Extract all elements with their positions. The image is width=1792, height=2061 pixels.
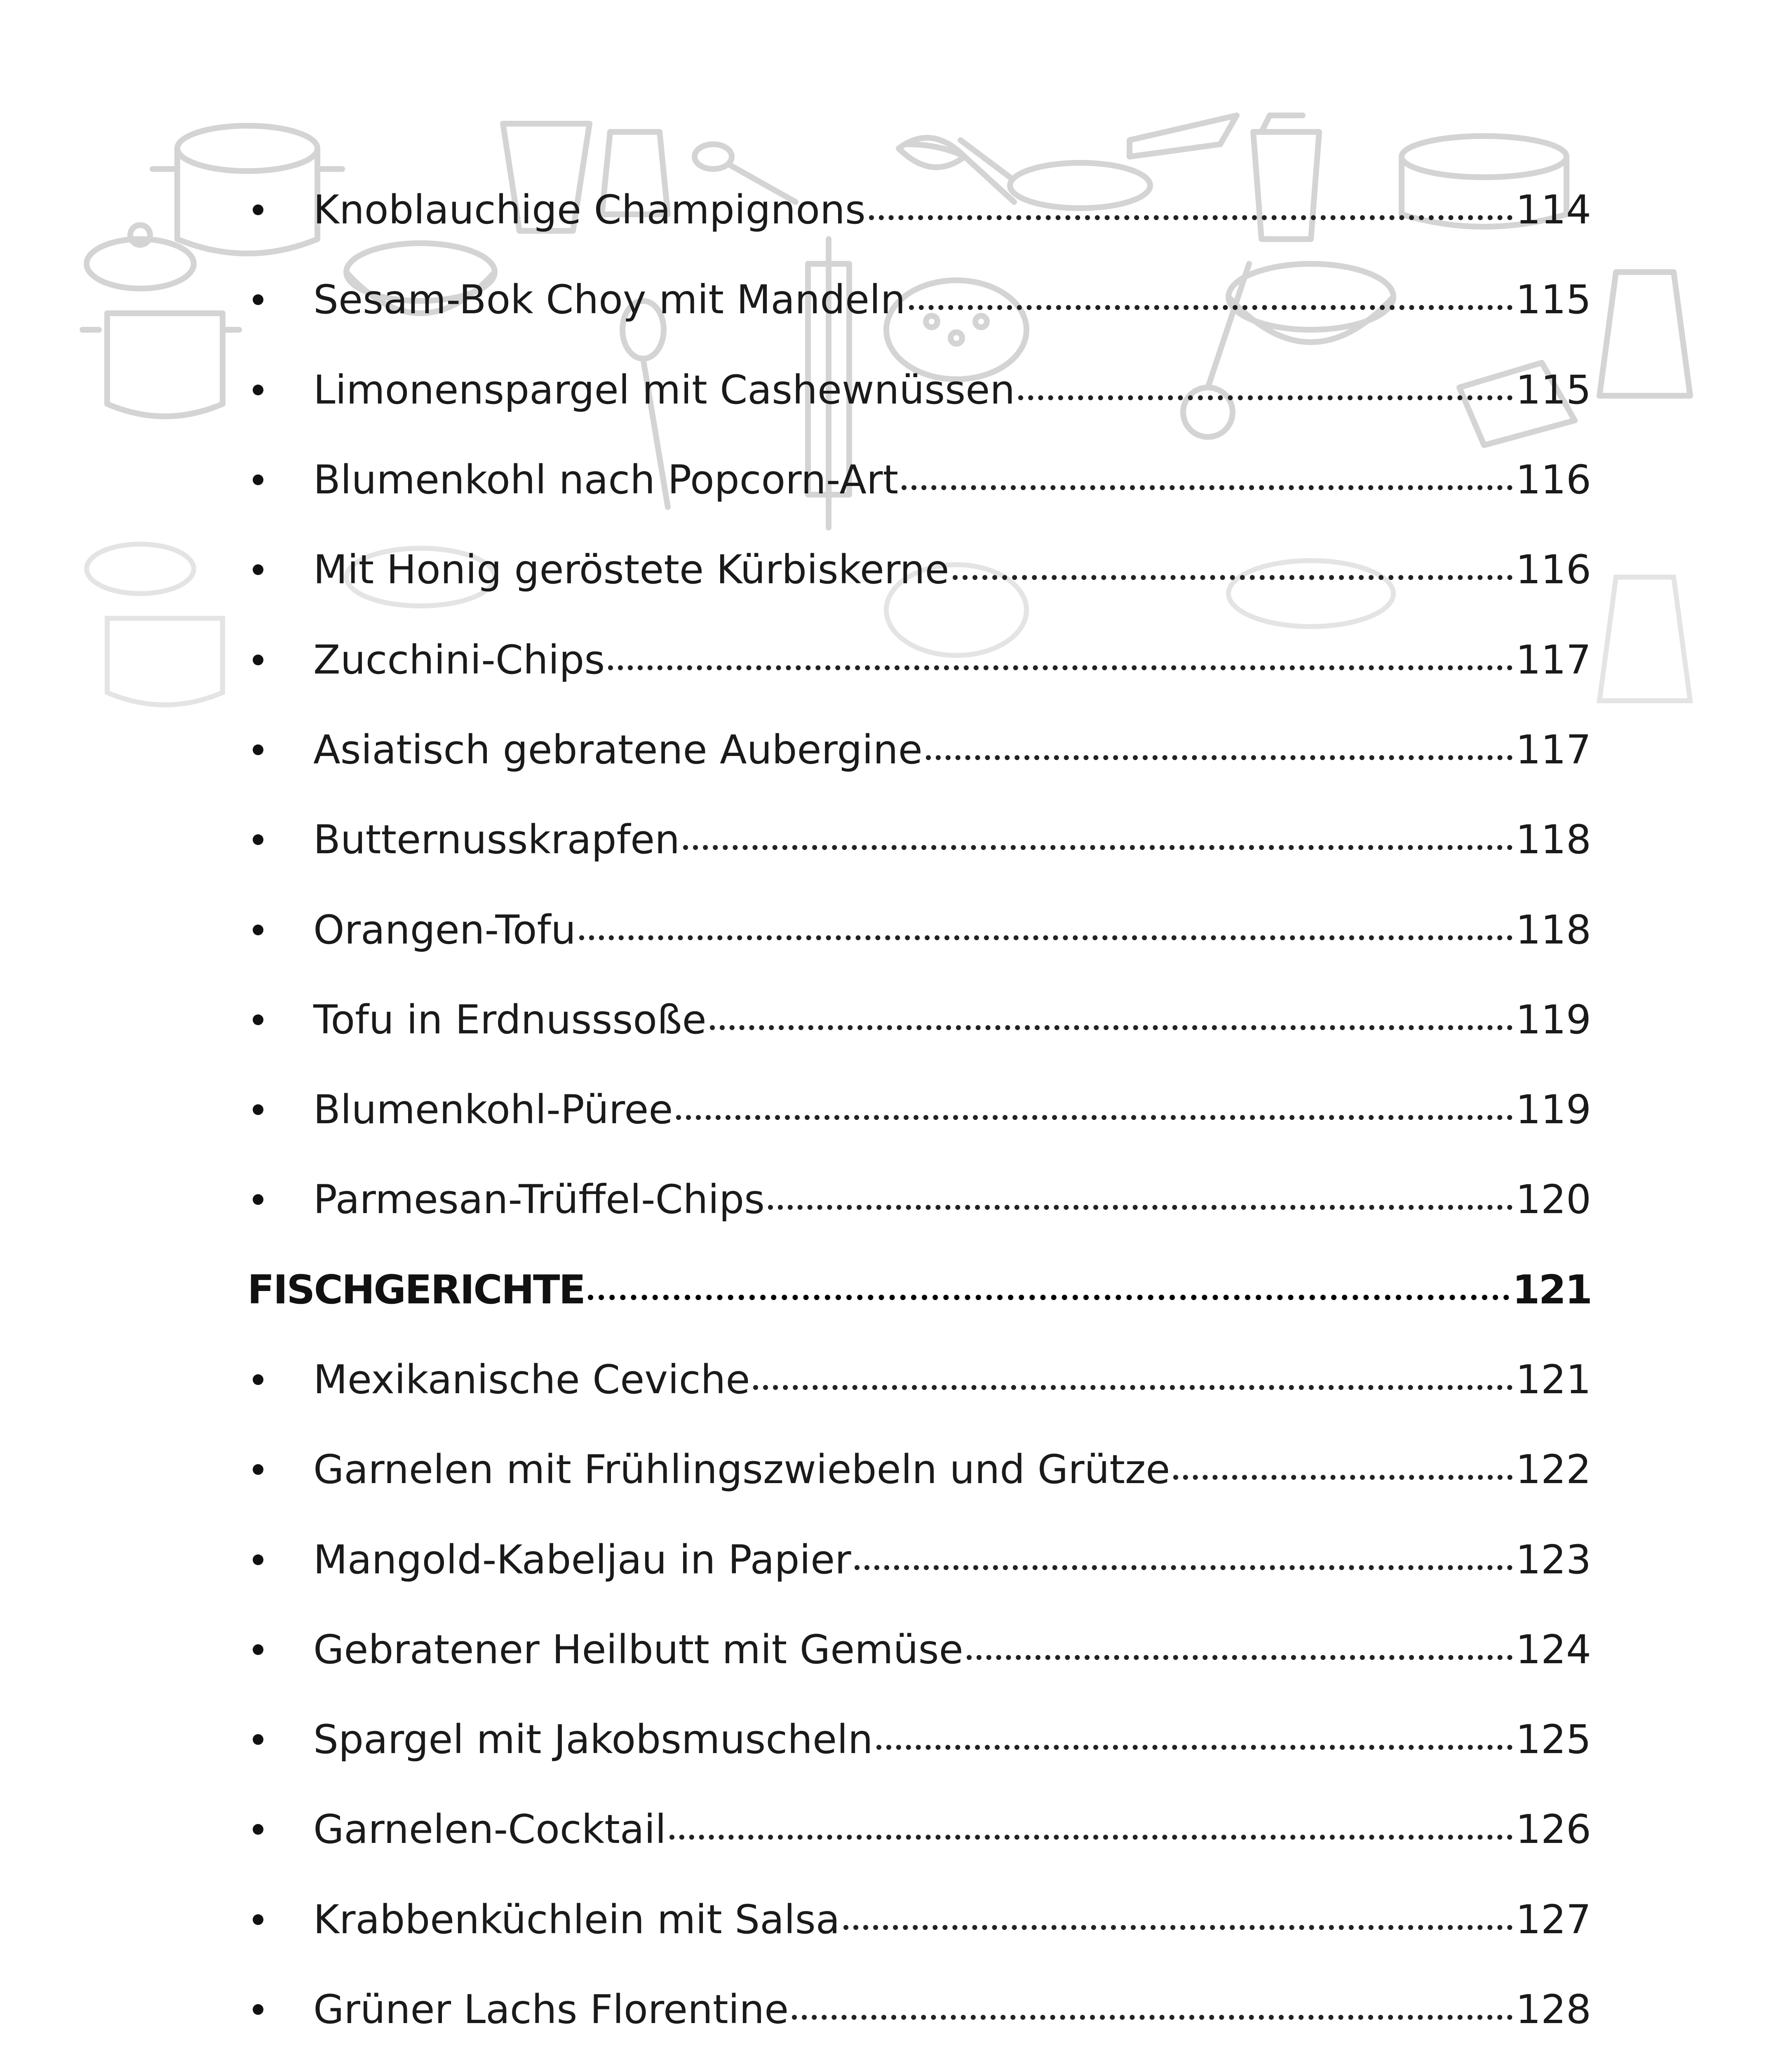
bullet-icon [253, 1014, 263, 1025]
toc-entry[interactable] [247, 255, 1591, 345]
toc-entry-line [313, 996, 1591, 1043]
small-pot-icon [82, 313, 239, 416]
toc-entry-title: Parmesan-Trüffel-Chips [313, 1176, 765, 1223]
toc-entry[interactable] [247, 1425, 1591, 1514]
toc-entry-line [313, 1626, 1591, 1673]
lid-icon [87, 225, 194, 289]
toc-entry-title: Mit Honig geröstete Kürbiskerne [313, 547, 949, 593]
bullet-icon [253, 744, 263, 755]
toc-page-number: 114 [1515, 187, 1591, 233]
toc-page-number: 120 [1515, 1176, 1591, 1223]
toc-entry[interactable] [247, 1605, 1591, 1695]
toc-page-number: 116 [1515, 457, 1591, 503]
dot-leader [869, 215, 1513, 220]
toc-page-number: 115 [1515, 277, 1591, 323]
toc-entry[interactable] [247, 1965, 1591, 2054]
toc-entry-title: Limonenspargel mit Cashewnüssen [313, 366, 1015, 413]
dot-leader [926, 755, 1513, 760]
toc-page-number: 118 [1515, 906, 1591, 953]
toc-entry[interactable] [247, 1514, 1591, 1604]
toc-entry-title: Knoblauchige Champignons [313, 187, 866, 233]
toc-page-number: 124 [1515, 1626, 1591, 1673]
table-of-contents [247, 165, 1591, 2061]
toc-entry[interactable] [247, 705, 1591, 795]
toc-entry[interactable] [247, 1065, 1591, 1155]
toc-page-number: 127 [1515, 1896, 1591, 1943]
toc-page-number: 119 [1515, 996, 1591, 1043]
toc-entry-line [313, 366, 1591, 413]
dot-leader [579, 935, 1513, 940]
toc-entry-line [313, 277, 1591, 323]
dot-leader [608, 665, 1512, 670]
dot-leader [953, 575, 1513, 580]
toc-entry[interactable] [247, 345, 1591, 435]
toc-entry[interactable] [247, 1695, 1591, 1784]
toc-page-number: 122 [1515, 1446, 1591, 1493]
toc-page-number: 126 [1515, 1806, 1591, 1853]
toc-entry-title: Blumenkohl nach Popcorn-Art [313, 457, 899, 503]
bullet-icon [253, 564, 263, 575]
toc-page-number: 121 [1515, 1357, 1591, 1403]
bullet-icon [253, 1644, 263, 1655]
toc-entry-line [313, 817, 1591, 863]
knife-icon [1130, 115, 1237, 157]
toc-entry-line [313, 726, 1591, 773]
toc-entry[interactable] [247, 795, 1591, 885]
dot-leader [876, 1745, 1513, 1750]
toc-entry-line [313, 1446, 1591, 1493]
toc-entry-title: Tofu in Erdnusssoße [313, 996, 707, 1043]
bullet-icon [253, 385, 263, 395]
toc-section-heading[interactable] [247, 1245, 1591, 1335]
toc-entry-line [313, 1176, 1591, 1223]
dot-leader [909, 305, 1513, 310]
toc-entry[interactable] [247, 975, 1591, 1065]
toc-entry[interactable] [247, 615, 1591, 704]
toc-entry-title: FISCHGERICHTE [247, 1266, 585, 1313]
dot-leader [588, 1295, 1509, 1300]
toc-entry-title: Asiatisch gebratene Aubergine [313, 726, 923, 773]
bullet-icon [253, 1824, 263, 1835]
toc-page-number: 117 [1515, 726, 1591, 773]
toc-page-number: 116 [1515, 547, 1591, 593]
toc-page-number: 119 [1515, 1087, 1591, 1133]
grater-icon [1599, 272, 1690, 396]
bullet-icon [253, 294, 263, 305]
toc-entry-line [313, 1716, 1591, 1763]
dot-leader [753, 1385, 1512, 1390]
toc-page-number: 115 [1515, 366, 1591, 413]
toc-list [247, 165, 1591, 2061]
toc-entry-title: Mangold-Kabeljau in Papier [313, 1536, 851, 1583]
dot-leader [1018, 395, 1513, 400]
dot-leader [768, 1205, 1513, 1210]
dot-leader [710, 1025, 1513, 1030]
dot-leader [967, 1655, 1513, 1660]
toc-entry-line [313, 1536, 1591, 1583]
toc-page-number: 125 [1515, 1716, 1591, 1763]
toc-page-number: 128 [1515, 1986, 1591, 2033]
toc-entry-line [313, 1087, 1591, 1133]
toc-page-number: 123 [1515, 1536, 1591, 1583]
dot-leader [902, 485, 1513, 490]
toc-entry-title: Orangen-Tofu [313, 906, 576, 953]
bullet-icon [253, 1374, 263, 1385]
toc-entry-title: Zucchini-Chips [313, 636, 605, 683]
toc-entry-line [313, 636, 1591, 683]
dot-leader [843, 1925, 1513, 1930]
toc-entry[interactable] [247, 165, 1591, 255]
bullet-icon [253, 1464, 263, 1475]
toc-entry-line [313, 187, 1591, 233]
bullet-icon [253, 655, 263, 665]
toc-entry-title: Sesam-Bok Choy mit Mandeln [313, 277, 906, 323]
bullet-icon [253, 1104, 263, 1115]
bullet-icon [253, 925, 263, 935]
toc-entry[interactable] [247, 525, 1591, 615]
bullet-icon [253, 834, 263, 845]
bullet-icon [253, 1554, 263, 1565]
toc-entry-title: Krabbenküchlein mit Salsa [313, 1896, 840, 1943]
toc-entry[interactable] [247, 435, 1591, 525]
dot-leader [676, 1115, 1512, 1120]
bullet-icon [253, 1734, 263, 1745]
toc-entry-line [313, 1806, 1591, 1853]
toc-entry[interactable] [247, 2054, 1591, 2061]
toc-entry-title: Grüner Lachs Florentine [313, 1986, 789, 2033]
toc-entry-title: Butternusskrapfen [313, 817, 680, 863]
dot-leader [669, 1835, 1513, 1840]
bullet-icon [253, 204, 263, 215]
toc-entry-title: Gebratener Heilbutt mit Gemüse [313, 1626, 963, 1673]
toc-entry-line [313, 1357, 1591, 1403]
dot-leader [792, 2015, 1513, 2020]
dot-leader [1173, 1475, 1512, 1480]
toc-entry[interactable] [247, 1875, 1591, 1965]
toc-entry-line [247, 1266, 1591, 1313]
dot-leader [855, 1565, 1513, 1570]
toc-entry[interactable] [247, 1784, 1591, 1874]
toc-page-number: 121 [1512, 1266, 1591, 1313]
bullet-icon [253, 1194, 263, 1205]
bullet-icon [253, 1914, 263, 1925]
toc-entry-title: Blumenkohl-Püree [313, 1087, 673, 1133]
toc-entry[interactable] [247, 885, 1591, 974]
toc-page-number: 118 [1515, 817, 1591, 863]
toc-entry-title: Garnelen-Cocktail [313, 1806, 667, 1853]
toc-entry-line [313, 1986, 1591, 2033]
toc-entry-title: Garnelen mit Frühlingszwiebeln und Grütze [313, 1446, 1170, 1493]
toc-entry-title: Spargel mit Jakobsmuscheln [313, 1716, 873, 1763]
toc-entry[interactable] [247, 1155, 1591, 1244]
bullet-icon [253, 2004, 263, 2015]
toc-entry-line [313, 1896, 1591, 1943]
toc-entry-line [313, 547, 1591, 593]
toc-entry-title: Mexikanische Ceviche [313, 1357, 750, 1403]
toc-entry-line [313, 906, 1591, 953]
toc-page-number: 117 [1515, 636, 1591, 683]
dot-leader [683, 845, 1513, 850]
bullet-icon [253, 474, 263, 485]
toc-entry[interactable] [247, 1335, 1591, 1425]
toc-entry-line [313, 457, 1591, 503]
